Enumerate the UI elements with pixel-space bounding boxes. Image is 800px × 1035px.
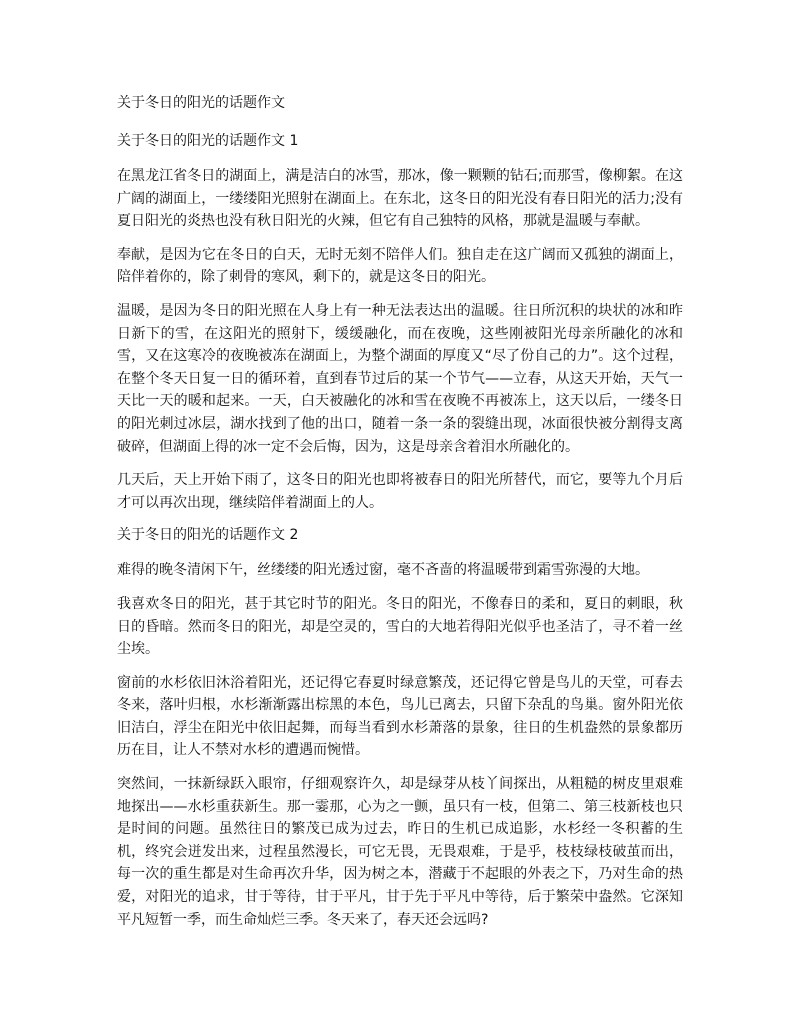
section-2-paragraph-4: 突然间，一抹新绿跃入眼帘，仔细观察许久，却是绿芽从枝丫间探出，从粗糙的树皮里艰难地探出——水杉重获新生。那一霎那，心为之一颤，虽只有一枝，但第二、第三枝新枝也只是时间的问题。虽然往日的繁茂已成为过去，昨日的生机已成追影，水杉经一冬积蓄的生机，终究会迸发出来，过程虽然漫长，可它无畏，无畏艰难，于是乎，枝枝绿枝破茧而出，每一次的重生都是对生命再次升华，因为树之本，潜藏于不起眼的外表之下，乃对生命的热爱，对阳光的追求，甘于等待，甘于平凡，甘于先于平凡中等待，后于繁荣中盎然。它深知平凡短暂一季，而生命灿烂三季。冬天来了，春天还会远吗?: [117, 776, 683, 928]
section-heading-1: 关于冬日的阳光的话题作文 1: [117, 133, 299, 149]
section-1-paragraph-3: 温暖，是因为冬日的阳光照在人身上有一种无法表达出的温暖。往日所沉积的块状的冰和昨日新下的雪，在这阳光的照射下，缓缓融化，而在夜晚，这些刚被阳光母亲所融化的冰和雪，又在这寒冷的夜晚被冻在湖面上，为整个湖面的厚度又“尽了份自己的力”。这个过程，在整个冬天日复一日的循环着，直到春节过后的某一个节气——立春，从这天开始，天气一天比一天的暖和起来。一天，白天被融化的冰和雪在夜晚不再被冻上，这天以后，一缕冬日的阳光刺过冰层，湖水找到了他的出口，随着一条一条的裂缝出现，冰面很快被分割得支离破碎，但湖面上得的冰一定不会后悔，因为，这是母亲含着泪水所融化的。: [117, 302, 683, 455]
section-2-paragraph-3: 窗前的水杉依旧沐浴着阳光，还记得它春夏时绿意繁茂，还记得它曾是鸟儿的天堂，可春去冬来，落叶归根，水杉渐渐露出棕黑的本色，鸟儿已离去，只留下杂乱的鸟巢。窗外阳光依旧洁白，浮尘在阳光中依旧起舞，而每当看到水杉萧落的景象，往日的生机盎然的景象都历历在目，让人不禁对水杉的遭遇而惋惜。: [117, 674, 683, 759]
section-1-paragraph-1: 在黑龙江省冬日的湖面上，满是洁白的冰雪，那冰，像一颗颗的钻石;而那雪，像柳絮。在这广阔的湖面上，一缕缕阳光照射在湖面上。在东北，这冬日的阳光没有春日阳光的活力;没有夏日阳光的炎热也没有秋日阳光的火辣，但它有自己独特的风格，那就是温暖与奉献。: [117, 168, 683, 230]
section-1-paragraph-4: 几天后，天上开始下雨了，这冬日的阳光也即将被春日的阳光所替代，而它，要等九个月后才可以再次出现，继续陪伴着湖面上的人。: [117, 472, 683, 511]
section-1-paragraph-2: 奉献，是因为它在冬日的白天，无时无刻不陪伴人们。独自走在这广阔而又孤独的湖面上，陪伴着你的，除了刺骨的寒风，剩下的，就是这冬日的阳光。: [117, 246, 683, 286]
section-2-paragraph-1: 难得的晚冬清闲下午，丝缕缕的阳光透过窗，毫不吝啬的将温暖带到霜雪弥漫的大地。: [117, 562, 649, 579]
section-heading-2: 关于冬日的阳光的话题作文 2: [117, 527, 299, 544]
document-title: 关于冬日的阳光的话题作文: [117, 95, 285, 111]
document-body: [117, 93, 683, 942]
section-2-paragraph-2: 我喜欢冬日的阳光，甚于其它时节的阳光。冬日的阳光，不像春日的柔和，夏日的刺眼，秋日的昏暗。然而冬日的阳光，却是空灵的，雪白的大地若得阳光似乎也圣洁了，寻不着一丝尘埃。: [117, 595, 683, 658]
